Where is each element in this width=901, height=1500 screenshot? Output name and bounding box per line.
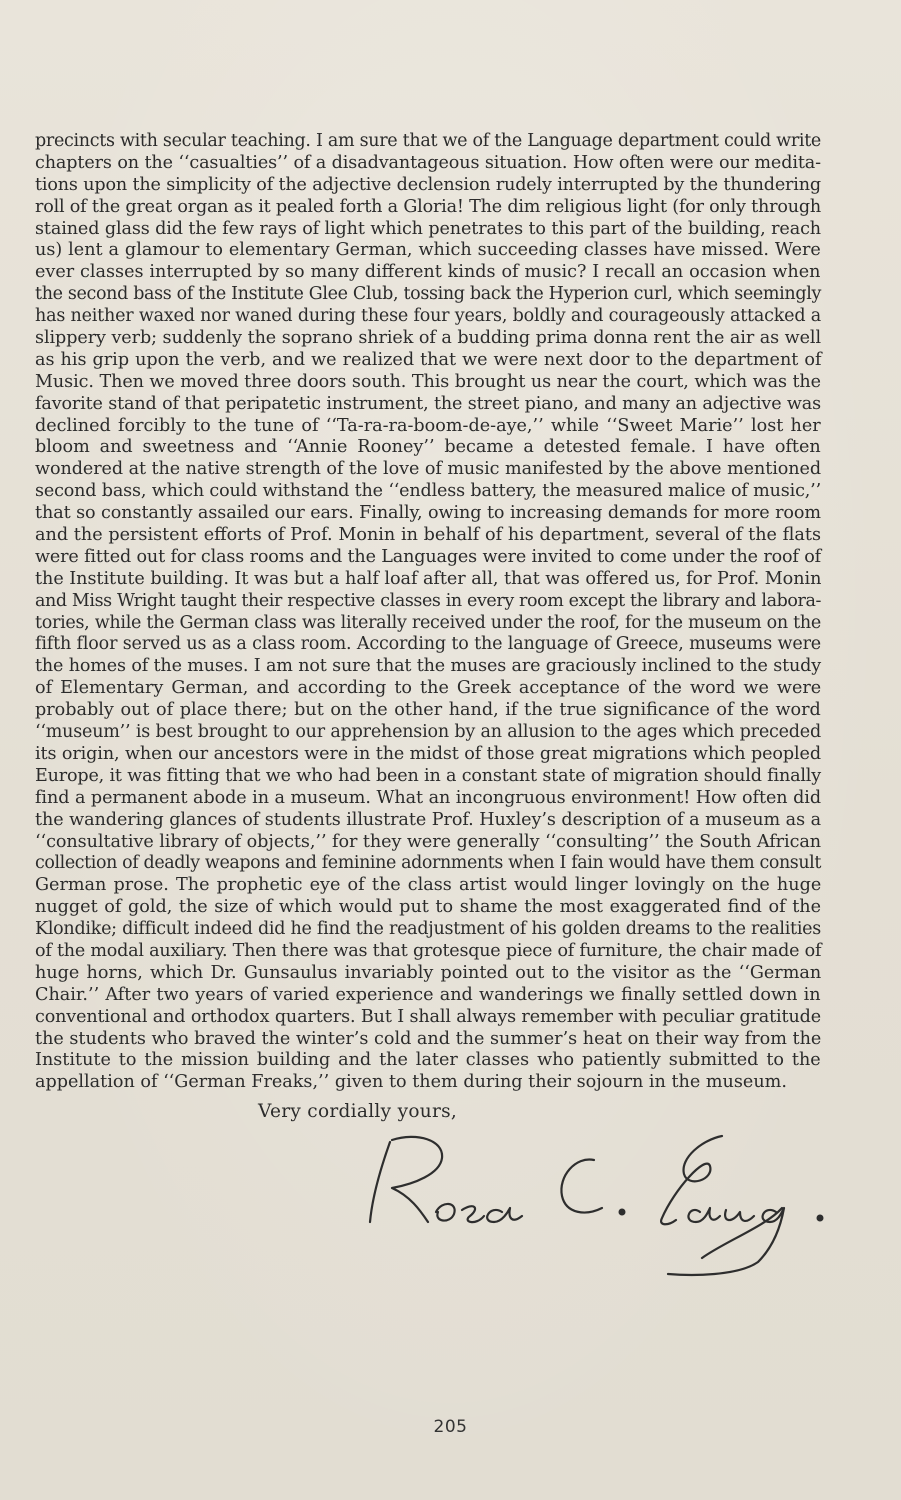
text-line: huge horns, which Dr. Gunsaulus invariably pointed out to the visitor as the ‘‘German xyxy=(35,962,822,983)
text-line: the Institute building. It was but a half loaf after all, that was offered us, for Prof. Monin xyxy=(35,568,822,589)
text-line: precincts with secular teaching. I am sure that we of the Language department could write xyxy=(35,131,821,151)
text-line: stained glass did the few rays of light which penetrates to this part of the building, reach xyxy=(35,218,821,239)
text-line: German prose. The prophetic eye of the class artist would linger lovingly on the huge xyxy=(35,875,822,896)
text-line: were fitted out for class rooms and the Languages were invited to come under the roof of xyxy=(35,546,821,567)
text-line: Institute to the mission building and the later classes who patiently submitted to the xyxy=(35,1050,821,1071)
text-line: of the modal auxiliary. Then there was that grotesque piece of furniture, the chair made of xyxy=(35,940,822,961)
text-line: ‘‘museum’’ is best brought to our apprehension by an allusion to the ages which preceded xyxy=(35,722,821,743)
text-line: favorite stand of that peripatetic instrument, the street piano, and many an adjective was xyxy=(35,393,821,414)
text-line: ever classes interrupted by so many different kinds of music? I recall an occasion when xyxy=(35,262,821,283)
letter-closing: Very cordially yours, xyxy=(258,1101,458,1122)
text-line: and Miss Wright taught their respective classes in every room except the library and labora- xyxy=(35,590,821,611)
text-line: chapters on the ‘‘casualties’’ of a disadvantageous situation. How often were our medita- xyxy=(35,152,821,173)
text-line: Chair.’’ After two years of varied experience and wanderings we finally settled down in xyxy=(35,984,821,1005)
text-line: probably out of place there; but on the other hand, if the true significance of the word xyxy=(35,700,821,721)
signature-graphic xyxy=(362,1130,832,1290)
text-line: that so constantly assailed our ears. Finally, owing to increasing demands for more room xyxy=(35,503,821,524)
page-number: 205 xyxy=(433,1417,468,1437)
text-line: tories, while the German class was literally received under the roof, for the museum on the xyxy=(35,612,821,633)
text-line: as his grip upon the verb, and we realized that we were next door to the department of xyxy=(35,349,822,370)
text-line: roll of the great organ as it pealed forth a Gloria! The dim religious light (for only through xyxy=(35,196,821,217)
text-line: the wandering glances of students illustrate Prof. Huxley’s description of a museum as a xyxy=(35,809,821,830)
text-line: has neither waxed nor waned during these four years, boldly and courageously attacked a xyxy=(35,306,821,327)
text-line: find a permanent abode in a museum. What an incongruous environment! How often did xyxy=(35,787,821,808)
text-line: of Elementary German, and according to the Greek acceptance of the word we were xyxy=(35,678,822,699)
text-line: Music. Then we moved three doors south. This brought us near the court, which was the xyxy=(35,371,821,392)
text-line: Klondike; difficult indeed did he find the readjustment of his golden dreams to the realities xyxy=(35,919,821,940)
text-line: the students who braved the winter’s cold and the summer’s heat on their way from the xyxy=(35,1028,822,1049)
text-line: the second bass of the Institute Glee Club, tossing back the Hyperion curl, which seemingly xyxy=(35,284,821,305)
text-line: the homes of the muses. I am not sure that the muses are graciously inclined to the study xyxy=(35,656,821,677)
text-line: Europe, it was fitting that we who had been in a constant state of migration should finally xyxy=(35,765,821,786)
handwritten-signature xyxy=(362,1130,832,1290)
text-line: bloom and sweetness and ‘‘Annie Rooney’’ became a detested female. I have often xyxy=(35,437,821,458)
text-line: wondered at the native strength of the love of music manifested by the above mentioned xyxy=(35,459,821,480)
text-line: ‘‘consultative library of objects,’’ for they were generally ‘‘consulting’’ the South African xyxy=(35,831,822,852)
text-line: collection of deadly weapons and feminine adornments when I fain would have them consult xyxy=(35,853,821,874)
text-line: tions upon the simplicity of the adjective declension rudely interrupted by the thundering xyxy=(35,174,821,195)
text-line: nugget of gold, the size of which would put to shame the most exaggerated find of the xyxy=(35,897,822,918)
letter-body xyxy=(35,131,821,1094)
text-line: slippery verb; suddenly the soprano shriek of a budding prima donna rent the air as well xyxy=(35,328,821,349)
text-line: declined forcibly to the tune of ‘‘Ta-ra-ra-boom-de-aye,’’ while ‘‘Sweet Marie’’ lost her xyxy=(35,415,821,436)
text-line: and the persistent efforts of Prof. Monin in behalf of his department, several of the flats xyxy=(35,525,822,546)
text-line: its origin, when our ancestors were in the midst of those great migrations which peopled xyxy=(35,743,821,764)
text-line: appellation of ‘‘German Freaks,’’ given to them during their sojourn in the museum. xyxy=(35,1072,787,1093)
text-line: fifth floor served us as a class room. According to the language of Greece, museums were xyxy=(35,634,821,655)
text-line: us) lent a glamour to elementary German, which succeeding classes have missed. Were xyxy=(35,240,821,261)
text-line: conventional and orthodox quarters. But I shall always remember with peculiar gratitude xyxy=(35,1006,821,1027)
text-line: second bass, which could withstand the ‘‘endless battery, the measured malice of music,’’ xyxy=(35,481,821,502)
